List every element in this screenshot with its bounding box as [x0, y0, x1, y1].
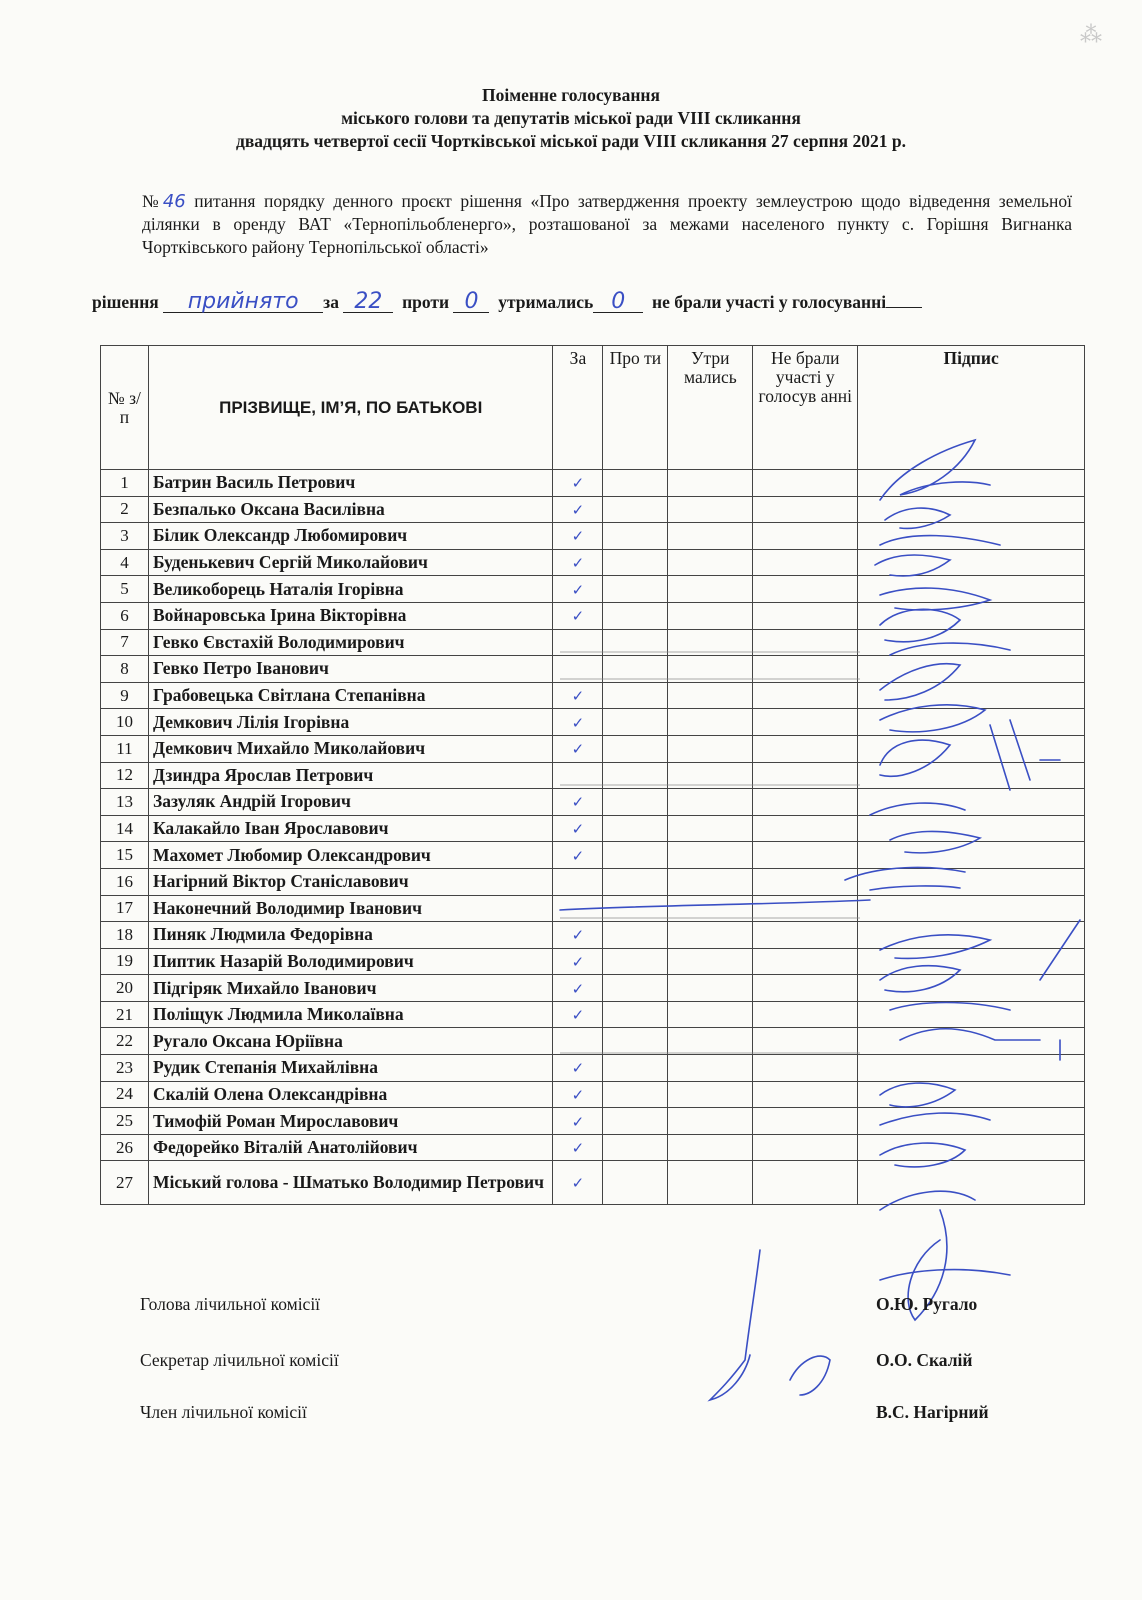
header-name: ПРІЗВИЩЕ, ІМ’Я, ПО БАТЬКОВІ — [148, 346, 553, 470]
tick-mark: ✓ — [571, 713, 585, 732]
tick-mark: ✓ — [571, 554, 585, 573]
tick-mark: ✓ — [571, 687, 585, 706]
row-name: Великоборець Наталія Ігорівна — [148, 576, 553, 603]
row-vote-abstain — [668, 629, 753, 656]
row-vote-notvoted — [753, 682, 858, 709]
row-signature — [858, 656, 1085, 683]
row-vote-abstain — [668, 1055, 753, 1082]
row-signature — [858, 576, 1085, 603]
row-signature — [858, 1001, 1085, 1028]
row-vote-for — [553, 549, 603, 576]
member-name: В.С. Нагірний — [876, 1402, 989, 1422]
row-vote-abstain — [668, 1028, 753, 1055]
row-vote-abstain — [668, 470, 753, 497]
for-label: за — [323, 292, 339, 312]
row-name: Демкович Михайло Миколайович — [148, 735, 553, 762]
row-vote-for — [553, 735, 603, 762]
table-row — [101, 868, 1085, 895]
row-signature — [858, 815, 1085, 842]
row-vote-abstain — [668, 1108, 753, 1135]
row-number: 25 — [101, 1108, 149, 1135]
tick-mark: ✓ — [571, 474, 585, 493]
row-vote-abstain — [668, 789, 753, 816]
row-name: Демкович Лілія Ігорівна — [148, 709, 553, 736]
row-vote-abstain — [668, 735, 753, 762]
table-row — [101, 1134, 1085, 1161]
row-vote-against — [603, 523, 668, 550]
row-vote-abstain — [668, 602, 753, 629]
row-vote-for — [553, 975, 603, 1002]
row-number: 7 — [101, 629, 149, 656]
row-vote-against — [603, 895, 668, 922]
row-vote-for — [553, 1108, 603, 1135]
tick-mark: ✓ — [571, 580, 585, 599]
row-vote-for — [553, 682, 603, 709]
row-vote-notvoted — [753, 1134, 858, 1161]
row-vote-notvoted — [753, 922, 858, 949]
row-name: Батрин Василь Петрович — [148, 470, 553, 497]
secretary-name: О.О. Скалій — [876, 1350, 973, 1370]
row-vote-against — [603, 549, 668, 576]
row-vote-against — [603, 1081, 668, 1108]
question-text: питання порядку денного проєкт рішення «Про затвердження проекту землеустрою щодо відведення земельної ділянки в оренду ВАТ «Тернопільобленерго», розташованої за межами населеного пункту с. Горішня Вигнанка Чортківського району Тернопільської області» — [142, 191, 1072, 257]
row-signature — [858, 1134, 1085, 1161]
row-vote-against — [603, 975, 668, 1002]
row-number: 11 — [101, 735, 149, 762]
not-voted-label: не брали участі у голосуванні — [651, 292, 887, 312]
row-vote-for — [553, 709, 603, 736]
table-row — [101, 975, 1085, 1002]
row-vote-against — [603, 629, 668, 656]
member-role: Член лічильної комісії — [140, 1402, 307, 1422]
row-number: 15 — [101, 842, 149, 869]
table-row — [101, 602, 1085, 629]
tick-mark: ✓ — [571, 1174, 585, 1193]
row-vote-against — [603, 1028, 668, 1055]
table-row — [101, 1055, 1085, 1082]
table-row — [101, 1001, 1085, 1028]
row-vote-for — [553, 948, 603, 975]
decision-label: рішення — [92, 292, 159, 312]
row-vote-against — [603, 1001, 668, 1028]
row-vote-notvoted — [753, 895, 858, 922]
row-name: Наконечний Володимир Іванович — [148, 895, 553, 922]
row-signature — [858, 1081, 1085, 1108]
row-vote-against — [603, 602, 668, 629]
question-number: 46 — [162, 191, 186, 212]
row-signature — [858, 922, 1085, 949]
row-vote-abstain — [668, 1134, 753, 1161]
row-vote-for — [553, 789, 603, 816]
row-vote-notvoted — [753, 789, 858, 816]
row-vote-against — [603, 842, 668, 869]
tick-mark: ✓ — [571, 607, 585, 626]
row-number: 5 — [101, 576, 149, 603]
table-row — [101, 735, 1085, 762]
row-vote-against — [603, 709, 668, 736]
agenda-question — [142, 190, 1072, 259]
row-name: Гевко Євстахій Володимирович — [148, 629, 553, 656]
row-number: 19 — [101, 948, 149, 975]
row-name: Пиняк Людмила Федорівна — [148, 922, 553, 949]
row-number: 9 — [101, 682, 149, 709]
row-vote-abstain — [668, 656, 753, 683]
row-vote-for — [553, 922, 603, 949]
row-vote-for — [553, 815, 603, 842]
row-name: Нагірний Віктор Станіславович — [148, 868, 553, 895]
table-row — [101, 709, 1085, 736]
table-row — [101, 523, 1085, 550]
row-signature — [858, 1161, 1085, 1205]
row-vote-for — [553, 1028, 603, 1055]
row-signature — [858, 470, 1085, 497]
header-title: Поіменне голосування — [482, 85, 660, 105]
row-vote-against — [603, 922, 668, 949]
row-vote-for — [553, 868, 603, 895]
row-signature — [858, 709, 1085, 736]
secretary-role: Секретар лічильної комісії — [140, 1350, 339, 1370]
row-vote-abstain — [668, 549, 753, 576]
row-name: Грабовецька Світлана Степанівна — [148, 682, 553, 709]
row-number: 23 — [101, 1055, 149, 1082]
table-row — [101, 815, 1085, 842]
row-signature — [858, 842, 1085, 869]
row-name: Тимофій Роман Мирославович — [148, 1108, 553, 1135]
decision-result: прийнято — [163, 292, 323, 313]
row-vote-against — [603, 948, 668, 975]
row-vote-for — [553, 656, 603, 683]
row-number: 26 — [101, 1134, 149, 1161]
header-za: За — [553, 346, 603, 470]
table-row — [101, 842, 1085, 869]
row-vote-abstain — [668, 868, 753, 895]
row-name: Федорейко Віталій Анатолійович — [148, 1134, 553, 1161]
row-vote-notvoted — [753, 602, 858, 629]
row-vote-notvoted — [753, 975, 858, 1002]
decision-line — [92, 290, 1072, 314]
header-subtitle: міського голови та депутатів міської ради VIII скликання — [341, 108, 801, 128]
row-vote-for — [553, 629, 603, 656]
row-name: Зазуляк Андрій Ігорович — [148, 789, 553, 816]
row-vote-abstain — [668, 815, 753, 842]
row-number: 20 — [101, 975, 149, 1002]
row-vote-against — [603, 1161, 668, 1205]
tick-mark: ✓ — [571, 979, 585, 998]
row-signature — [858, 682, 1085, 709]
row-number: 22 — [101, 1028, 149, 1055]
not-voted-count — [886, 307, 922, 308]
row-number: 17 — [101, 895, 149, 922]
row-vote-for — [553, 1161, 603, 1205]
abstain-label: утримались — [498, 292, 594, 312]
row-name: Скалій Олена Олександрівна — [148, 1081, 553, 1108]
row-signature — [858, 1108, 1085, 1135]
row-vote-against — [603, 789, 668, 816]
row-signature — [858, 868, 1085, 895]
row-vote-abstain — [668, 895, 753, 922]
row-vote-for — [553, 470, 603, 497]
row-name: Гевко Петро Іванович — [148, 656, 553, 683]
row-vote-against — [603, 815, 668, 842]
row-vote-for — [553, 762, 603, 789]
table-row — [101, 470, 1085, 497]
row-signature — [858, 629, 1085, 656]
row-number: 27 — [101, 1161, 149, 1205]
row-vote-notvoted — [753, 1081, 858, 1108]
against-count: 0 — [453, 292, 489, 313]
row-name: Войнаровська Ірина Вікторівна — [148, 602, 553, 629]
row-name: Махомет Любомир Олександрович — [148, 842, 553, 869]
header-session: двадцять четвертої сесії Чортківської міської ради VIII скликання 27 серпня 2021 р. — [235, 131, 907, 151]
row-name: Дзиндра Ярослав Петрович — [148, 762, 553, 789]
row-vote-abstain — [668, 682, 753, 709]
row-vote-abstain — [668, 975, 753, 1002]
row-vote-notvoted — [753, 868, 858, 895]
row-vote-abstain — [668, 842, 753, 869]
row-vote-abstain — [668, 762, 753, 789]
row-vote-notvoted — [753, 842, 858, 869]
row-vote-for — [553, 576, 603, 603]
row-vote-notvoted — [753, 1001, 858, 1028]
row-vote-notvoted — [753, 1108, 858, 1135]
tick-mark: ✓ — [571, 1006, 585, 1025]
tick-mark: ✓ — [571, 926, 585, 945]
header-notvoted: Не брали участі у голосув анні — [753, 346, 858, 470]
row-vote-against — [603, 576, 668, 603]
row-vote-notvoted — [753, 815, 858, 842]
row-vote-for — [553, 1001, 603, 1028]
row-signature — [858, 496, 1085, 523]
row-signature — [858, 549, 1085, 576]
row-number: 16 — [101, 868, 149, 895]
row-vote-notvoted — [753, 735, 858, 762]
tick-mark: ✓ — [571, 846, 585, 865]
row-vote-abstain — [668, 496, 753, 523]
row-vote-for — [553, 496, 603, 523]
row-signature — [858, 948, 1085, 975]
row-vote-abstain — [668, 576, 753, 603]
row-number: 21 — [101, 1001, 149, 1028]
table-row — [101, 576, 1085, 603]
table-row — [101, 1081, 1085, 1108]
row-vote-abstain — [668, 1001, 753, 1028]
abstain-count: 0 — [593, 292, 643, 313]
row-number: 10 — [101, 709, 149, 736]
row-vote-notvoted — [753, 523, 858, 550]
row-vote-for — [553, 602, 603, 629]
table-header-row — [101, 346, 1085, 470]
row-vote-against — [603, 496, 668, 523]
row-signature — [858, 762, 1085, 789]
row-number: 24 — [101, 1081, 149, 1108]
row-vote-notvoted — [753, 549, 858, 576]
row-vote-notvoted — [753, 709, 858, 736]
table-row — [101, 895, 1085, 922]
row-name: Безпалько Оксана Василівна — [148, 496, 553, 523]
tick-mark: ✓ — [571, 1112, 585, 1131]
row-number: 13 — [101, 789, 149, 816]
row-name: Рудик Степанія Михайлівна — [148, 1055, 553, 1082]
table-row — [101, 682, 1085, 709]
row-number: 1 — [101, 470, 149, 497]
row-number: 8 — [101, 656, 149, 683]
document-header — [0, 84, 1142, 153]
tick-mark: ✓ — [571, 740, 585, 759]
table-row — [101, 762, 1085, 789]
table-row — [101, 496, 1085, 523]
row-number: 14 — [101, 815, 149, 842]
tick-mark: ✓ — [571, 793, 585, 812]
question-prefix: № — [142, 191, 163, 211]
row-name: Поліщук Людмила Миколаївна — [148, 1001, 553, 1028]
row-signature — [858, 789, 1085, 816]
row-name: Ругало Оксана Юріївна — [148, 1028, 553, 1055]
row-number: 4 — [101, 549, 149, 576]
row-vote-against — [603, 735, 668, 762]
row-vote-abstain — [668, 709, 753, 736]
tick-mark: ✓ — [571, 1139, 585, 1158]
against-label: проти — [402, 292, 450, 312]
table-row — [101, 1028, 1085, 1055]
row-vote-abstain — [668, 523, 753, 550]
tick-mark: ✓ — [571, 1085, 585, 1104]
row-vote-against — [603, 470, 668, 497]
chair-name: О.Ю. Ругало — [876, 1294, 978, 1314]
header-num: № з/п — [101, 346, 149, 470]
row-name: Білик Олександр Любомирович — [148, 523, 553, 550]
chair-role: Голова лічильної комісії — [140, 1294, 321, 1314]
corner-page-mark: ⁂ — [1080, 22, 1102, 47]
row-number: 3 — [101, 523, 149, 550]
row-name: Підгіряк Михайло Іванович — [148, 975, 553, 1002]
row-vote-notvoted — [753, 470, 858, 497]
tick-mark: ✓ — [571, 952, 585, 971]
row-vote-against — [603, 1108, 668, 1135]
row-number: 12 — [101, 762, 149, 789]
row-vote-abstain — [668, 1161, 753, 1205]
table-row — [101, 656, 1085, 683]
row-vote-for — [553, 1081, 603, 1108]
row-name: Міський голова - Шматько Володимир Петрович — [148, 1161, 553, 1205]
row-vote-against — [603, 1055, 668, 1082]
tick-mark: ✓ — [571, 1059, 585, 1078]
row-vote-notvoted — [753, 1028, 858, 1055]
header-abstain: Утри мались — [668, 346, 753, 470]
row-name: Буденькевич Сергій Миколайович — [148, 549, 553, 576]
tick-mark: ✓ — [571, 500, 585, 519]
row-name: Пиптик Назарій Володимирович — [148, 948, 553, 975]
row-vote-for — [553, 523, 603, 550]
row-signature — [858, 523, 1085, 550]
table-row — [101, 549, 1085, 576]
roll-call-table — [100, 345, 1085, 1205]
row-vote-against — [603, 1134, 668, 1161]
row-vote-for — [553, 895, 603, 922]
row-number: 2 — [101, 496, 149, 523]
table-row — [101, 922, 1085, 949]
row-vote-against — [603, 762, 668, 789]
header-signature: Підпис — [858, 346, 1085, 470]
row-vote-for — [553, 842, 603, 869]
row-vote-notvoted — [753, 656, 858, 683]
row-vote-for — [553, 1055, 603, 1082]
table-row — [101, 1161, 1085, 1205]
row-vote-abstain — [668, 948, 753, 975]
row-signature — [858, 602, 1085, 629]
row-number: 6 — [101, 602, 149, 629]
row-vote-for — [553, 1134, 603, 1161]
row-signature — [858, 1055, 1085, 1082]
row-vote-notvoted — [753, 496, 858, 523]
row-number: 18 — [101, 922, 149, 949]
tick-mark: ✓ — [571, 820, 585, 839]
row-signature — [858, 975, 1085, 1002]
tick-mark: ✓ — [571, 527, 585, 546]
row-vote-against — [603, 682, 668, 709]
row-vote-against — [603, 656, 668, 683]
row-name: Калакайло Іван Ярославович — [148, 815, 553, 842]
header-proty: Про ти — [603, 346, 668, 470]
row-signature — [858, 895, 1085, 922]
row-vote-notvoted — [753, 948, 858, 975]
table-row — [101, 789, 1085, 816]
row-vote-notvoted — [753, 629, 858, 656]
table-row — [101, 629, 1085, 656]
row-vote-notvoted — [753, 762, 858, 789]
for-count: 22 — [343, 292, 393, 313]
table-row — [101, 948, 1085, 975]
row-vote-against — [603, 868, 668, 895]
row-vote-notvoted — [753, 1055, 858, 1082]
row-signature — [858, 1028, 1085, 1055]
row-vote-notvoted — [753, 576, 858, 603]
row-vote-abstain — [668, 1081, 753, 1108]
row-signature — [858, 735, 1085, 762]
table-row — [101, 1108, 1085, 1135]
row-vote-abstain — [668, 922, 753, 949]
row-vote-notvoted — [753, 1161, 858, 1205]
